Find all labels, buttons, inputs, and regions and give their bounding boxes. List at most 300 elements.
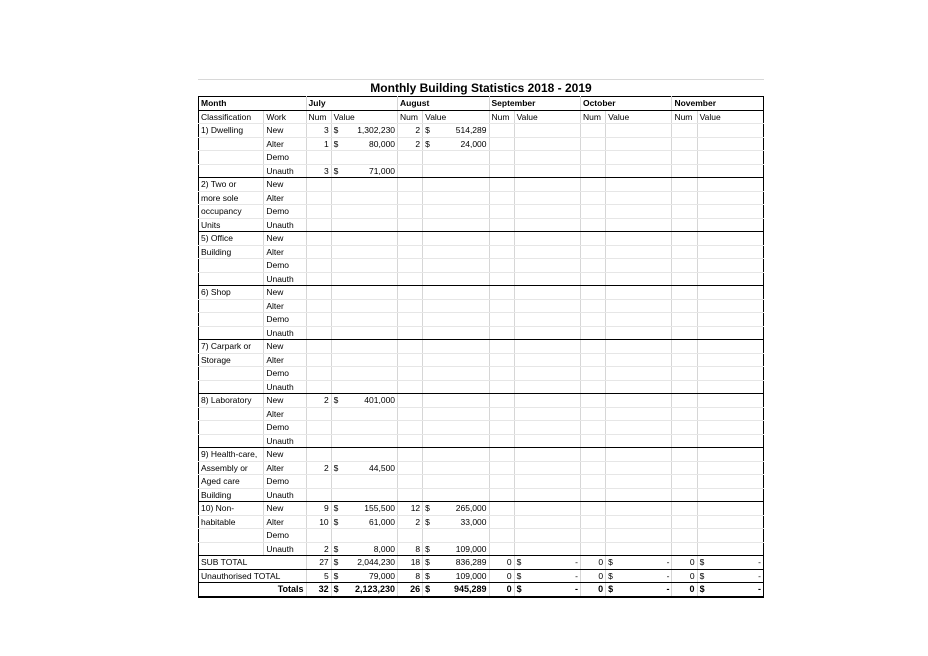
classification-cell (199, 542, 264, 556)
num-cell (672, 340, 697, 354)
value-cell (606, 434, 672, 448)
value-cell (697, 380, 763, 394)
num-cell: 2 (306, 394, 331, 408)
num-cell (306, 218, 331, 232)
value-cell (606, 326, 672, 340)
num-cell (398, 353, 423, 367)
value-cell (697, 299, 763, 313)
classification-cell: 6) Shop (199, 286, 264, 300)
num-cell (306, 205, 331, 219)
num-cell (398, 461, 423, 475)
value-cell (331, 124, 397, 138)
table-row (199, 421, 764, 435)
value-cell (606, 461, 672, 475)
currency-symbol: $ (608, 584, 614, 595)
table-row (199, 407, 764, 421)
value-amount: 1,302,230 (357, 125, 396, 136)
num-cell (306, 380, 331, 394)
work-type-cell: Unauth (264, 218, 306, 232)
column-header-row (199, 110, 764, 124)
num-cell (672, 137, 697, 151)
num-cell (580, 313, 605, 327)
num-cell (580, 191, 605, 205)
value-cell (423, 434, 489, 448)
value-cell (331, 488, 397, 502)
classification-cell (199, 407, 264, 421)
classification-cell (199, 259, 264, 273)
num-cell: 0 (489, 569, 514, 583)
value-cell (606, 529, 672, 543)
num-cell: 10 (306, 515, 331, 529)
value-cell (423, 259, 489, 273)
value-cell (331, 529, 397, 543)
value-cell (331, 286, 397, 300)
classification-cell (199, 367, 264, 381)
value-cell (697, 313, 763, 327)
num-cell (398, 448, 423, 462)
value-cell (514, 124, 580, 138)
classification-cell: 5) Office (199, 232, 264, 246)
num-cell: 8 (398, 569, 423, 583)
value-cell (606, 569, 672, 583)
value-cell (697, 164, 763, 178)
value-cell (423, 313, 489, 327)
table-row (199, 475, 764, 489)
num-cell (398, 299, 423, 313)
table-row (199, 299, 764, 313)
num-cell (580, 232, 605, 246)
num-cell (398, 313, 423, 327)
num-cell (672, 434, 697, 448)
value-amount: - (575, 570, 578, 581)
value-cell (606, 340, 672, 354)
value-cell (514, 407, 580, 421)
value-cell (514, 515, 580, 529)
value-cell (514, 326, 580, 340)
num-cell (489, 340, 514, 354)
value-cell (606, 124, 672, 138)
value-cell (423, 137, 489, 151)
value-cell (514, 434, 580, 448)
work-type-cell: Demo (264, 205, 306, 219)
month-name: August (398, 97, 489, 111)
value-cell (331, 232, 397, 246)
value-cell (331, 448, 397, 462)
value-cell (423, 529, 489, 543)
num-cell (489, 353, 514, 367)
value-cell (331, 475, 397, 489)
month-label: Month (199, 97, 307, 111)
num-cell (580, 502, 605, 516)
num-cell (398, 394, 423, 408)
summary-label: SUB TOTAL (199, 556, 307, 570)
value-cell (423, 542, 489, 556)
value-cell (606, 556, 672, 570)
num-cell (672, 286, 697, 300)
value-cell (514, 542, 580, 556)
work-type-cell: Demo (264, 475, 306, 489)
num-cell (580, 326, 605, 340)
classification-cell: Building (199, 488, 264, 502)
num-cell (306, 313, 331, 327)
num-cell (398, 326, 423, 340)
num-cell (672, 448, 697, 462)
value-cell (697, 353, 763, 367)
value-cell (423, 299, 489, 313)
currency-symbol: $ (425, 570, 430, 581)
table-row (199, 205, 764, 219)
month-name: November (672, 97, 764, 111)
value-cell (331, 367, 397, 381)
num-cell (398, 191, 423, 205)
value-cell (331, 191, 397, 205)
classification-cell: 7) Carpark or (199, 340, 264, 354)
num-cell (489, 286, 514, 300)
value-amount: 33,000 (460, 516, 487, 527)
classification-cell (199, 272, 264, 286)
value-cell (514, 286, 580, 300)
value-amount: 8,000 (373, 543, 396, 554)
classification-cell: habitable (199, 515, 264, 529)
num-cell (580, 286, 605, 300)
value-cell (697, 218, 763, 232)
value-cell (697, 367, 763, 381)
num-cell (489, 448, 514, 462)
num-cell (672, 461, 697, 475)
num-cell (306, 353, 331, 367)
work-type-cell: Alter (264, 353, 306, 367)
value-amount: 109,000 (455, 570, 487, 581)
num-cell (672, 313, 697, 327)
table-row (199, 286, 764, 300)
num-cell: 27 (306, 556, 331, 570)
num-cell (672, 421, 697, 435)
value-cell (331, 313, 397, 327)
value-amount: 836,289 (455, 557, 487, 568)
value-amount: - (758, 557, 761, 568)
value-cell (514, 502, 580, 516)
currency-symbol: $ (425, 557, 430, 568)
value-cell (423, 502, 489, 516)
value-cell (514, 353, 580, 367)
unauthorised-total-row (199, 569, 764, 583)
value-cell (606, 205, 672, 219)
value-cell (423, 407, 489, 421)
num-cell (580, 272, 605, 286)
num-cell (398, 245, 423, 259)
num-cell (398, 380, 423, 394)
num-cell (306, 367, 331, 381)
num-cell (672, 218, 697, 232)
value-cell (423, 583, 489, 597)
table-row (199, 367, 764, 381)
value-cell (423, 448, 489, 462)
value-cell (423, 272, 489, 286)
value-cell (697, 137, 763, 151)
num-cell (672, 407, 697, 421)
work-type-cell: Alter (264, 191, 306, 205)
work-type-cell: Unauth (264, 542, 306, 556)
value-cell (697, 421, 763, 435)
value-cell (514, 475, 580, 489)
num-cell (489, 272, 514, 286)
num-cell (580, 542, 605, 556)
value-header: Value (606, 110, 672, 124)
value-cell (514, 137, 580, 151)
work-type-cell: Demo (264, 151, 306, 165)
work-type-cell: New (264, 232, 306, 246)
value-cell (423, 475, 489, 489)
num-header: Num (672, 110, 697, 124)
num-cell (489, 542, 514, 556)
currency-symbol: $ (699, 570, 705, 581)
value-cell (606, 353, 672, 367)
num-cell: 0 (489, 556, 514, 570)
num-cell (306, 191, 331, 205)
num-cell (489, 502, 514, 516)
month-name: July (306, 97, 397, 111)
work-type-cell: Alter (264, 461, 306, 475)
classification-cell: Assembly or (199, 461, 264, 475)
num-cell (580, 259, 605, 273)
table-row (199, 124, 764, 138)
num-cell (398, 421, 423, 435)
value-cell (423, 461, 489, 475)
classification-cell (199, 151, 264, 165)
value-cell (606, 448, 672, 462)
value-cell (606, 583, 672, 597)
classification-cell (199, 164, 264, 178)
value-cell (514, 218, 580, 232)
num-cell (580, 178, 605, 192)
value-cell (423, 326, 489, 340)
value-cell (423, 178, 489, 192)
value-cell (331, 218, 397, 232)
classification-cell: occupancy (199, 205, 264, 219)
value-cell (514, 583, 580, 597)
work-type-cell: New (264, 286, 306, 300)
num-cell (672, 299, 697, 313)
month-header-row (199, 97, 764, 111)
currency-symbol: $ (699, 584, 705, 595)
value-cell (331, 259, 397, 273)
num-cell (306, 434, 331, 448)
currency-symbol: $ (425, 584, 431, 595)
num-cell (398, 367, 423, 381)
num-cell (580, 448, 605, 462)
work-type-cell: Alter (264, 299, 306, 313)
currency-symbol: $ (425, 503, 430, 514)
num-cell (580, 124, 605, 138)
value-cell (697, 461, 763, 475)
value-cell (331, 542, 397, 556)
num-cell: 2 (306, 542, 331, 556)
currency-symbol: $ (333, 165, 339, 176)
num-cell: 26 (398, 583, 423, 597)
num-cell: 12 (398, 502, 423, 516)
value-amount: - (758, 584, 761, 595)
value-cell (423, 421, 489, 435)
num-cell (489, 245, 514, 259)
num-cell (306, 272, 331, 286)
value-cell (514, 340, 580, 354)
num-cell (489, 461, 514, 475)
value-cell (606, 286, 672, 300)
currency-symbol: $ (425, 138, 430, 149)
value-cell (606, 272, 672, 286)
value-cell (514, 448, 580, 462)
value-cell (606, 313, 672, 327)
value-amount: 401,000 (364, 395, 396, 406)
value-cell (514, 299, 580, 313)
value-cell (423, 245, 489, 259)
currency-symbol: $ (333, 125, 339, 136)
num-cell (489, 394, 514, 408)
value-cell (331, 407, 397, 421)
value-amount: 514,289 (455, 125, 487, 136)
value-cell (697, 583, 763, 597)
currency-symbol: $ (425, 543, 430, 554)
num-cell (672, 502, 697, 516)
num-cell (580, 394, 605, 408)
work-type-cell: Unauth (264, 380, 306, 394)
table-row (199, 191, 764, 205)
num-cell (398, 286, 423, 300)
num-cell (672, 475, 697, 489)
value-cell (697, 502, 763, 516)
value-cell (514, 569, 580, 583)
value-amount: - (575, 557, 578, 568)
value-cell (606, 245, 672, 259)
work-type-cell: Unauth (264, 434, 306, 448)
num-cell (489, 218, 514, 232)
value-cell (697, 488, 763, 502)
num-cell (580, 461, 605, 475)
num-cell (672, 205, 697, 219)
value-cell (697, 515, 763, 529)
value-cell (514, 367, 580, 381)
num-cell (489, 421, 514, 435)
summary-label: Unauthorised TOTAL (199, 569, 307, 583)
num-cell (580, 434, 605, 448)
value-cell (697, 326, 763, 340)
work-type-cell: Unauth (264, 488, 306, 502)
num-cell (306, 232, 331, 246)
table-row (199, 340, 764, 354)
num-cell (580, 488, 605, 502)
table-row (199, 245, 764, 259)
num-cell (489, 299, 514, 313)
num-cell (672, 488, 697, 502)
value-cell (697, 475, 763, 489)
value-cell (423, 164, 489, 178)
num-cell (580, 475, 605, 489)
num-cell: 0 (580, 569, 605, 583)
table-row (199, 178, 764, 192)
num-cell (672, 353, 697, 367)
num-cell (398, 218, 423, 232)
num-cell (398, 340, 423, 354)
value-cell (423, 124, 489, 138)
statistics-table (198, 96, 764, 598)
table-row (199, 380, 764, 394)
num-cell (672, 367, 697, 381)
currency-symbol: $ (516, 557, 522, 568)
value-cell (331, 502, 397, 516)
num-cell: 9 (306, 502, 331, 516)
currency-symbol: $ (425, 516, 430, 527)
num-cell (306, 421, 331, 435)
value-cell (514, 488, 580, 502)
num-cell (398, 232, 423, 246)
work-header: Work (264, 110, 306, 124)
num-cell (672, 164, 697, 178)
num-cell (306, 448, 331, 462)
classification-cell (199, 137, 264, 151)
num-cell: 32 (306, 583, 331, 597)
value-header: Value (423, 110, 489, 124)
value-cell (331, 515, 397, 529)
value-cell (606, 178, 672, 192)
value-amount: 61,000 (369, 516, 396, 527)
num-cell (672, 394, 697, 408)
num-cell (580, 340, 605, 354)
num-cell (398, 407, 423, 421)
value-cell (697, 542, 763, 556)
num-cell: 3 (306, 164, 331, 178)
value-cell (606, 164, 672, 178)
value-amount: 44,500 (369, 462, 396, 473)
num-cell: 2 (398, 137, 423, 151)
value-cell (331, 326, 397, 340)
value-cell (423, 232, 489, 246)
value-cell (331, 353, 397, 367)
work-type-cell: Demo (264, 367, 306, 381)
value-cell (606, 475, 672, 489)
num-cell (489, 367, 514, 381)
classification-cell: Storage (199, 353, 264, 367)
num-cell (672, 326, 697, 340)
totals-label: Totals (199, 583, 307, 597)
currency-symbol: $ (333, 516, 339, 527)
work-type-cell: New (264, 394, 306, 408)
classification-cell (199, 326, 264, 340)
value-cell (514, 232, 580, 246)
num-cell (398, 434, 423, 448)
table-row (199, 394, 764, 408)
num-cell (398, 259, 423, 273)
currency-symbol: $ (333, 503, 339, 514)
value-cell (514, 529, 580, 543)
value-amount: 24,000 (460, 138, 487, 149)
value-cell (331, 299, 397, 313)
table-row (199, 488, 764, 502)
num-cell (580, 380, 605, 394)
currency-symbol: $ (333, 395, 339, 406)
num-header: Num (398, 110, 423, 124)
value-header: Value (697, 110, 763, 124)
value-amount: - (574, 584, 578, 595)
num-cell (398, 178, 423, 192)
table-row (199, 434, 764, 448)
num-cell (672, 272, 697, 286)
value-cell (697, 556, 763, 570)
value-cell (331, 380, 397, 394)
table-row (199, 164, 764, 178)
value-cell (331, 272, 397, 286)
num-cell (672, 515, 697, 529)
value-cell (331, 151, 397, 165)
